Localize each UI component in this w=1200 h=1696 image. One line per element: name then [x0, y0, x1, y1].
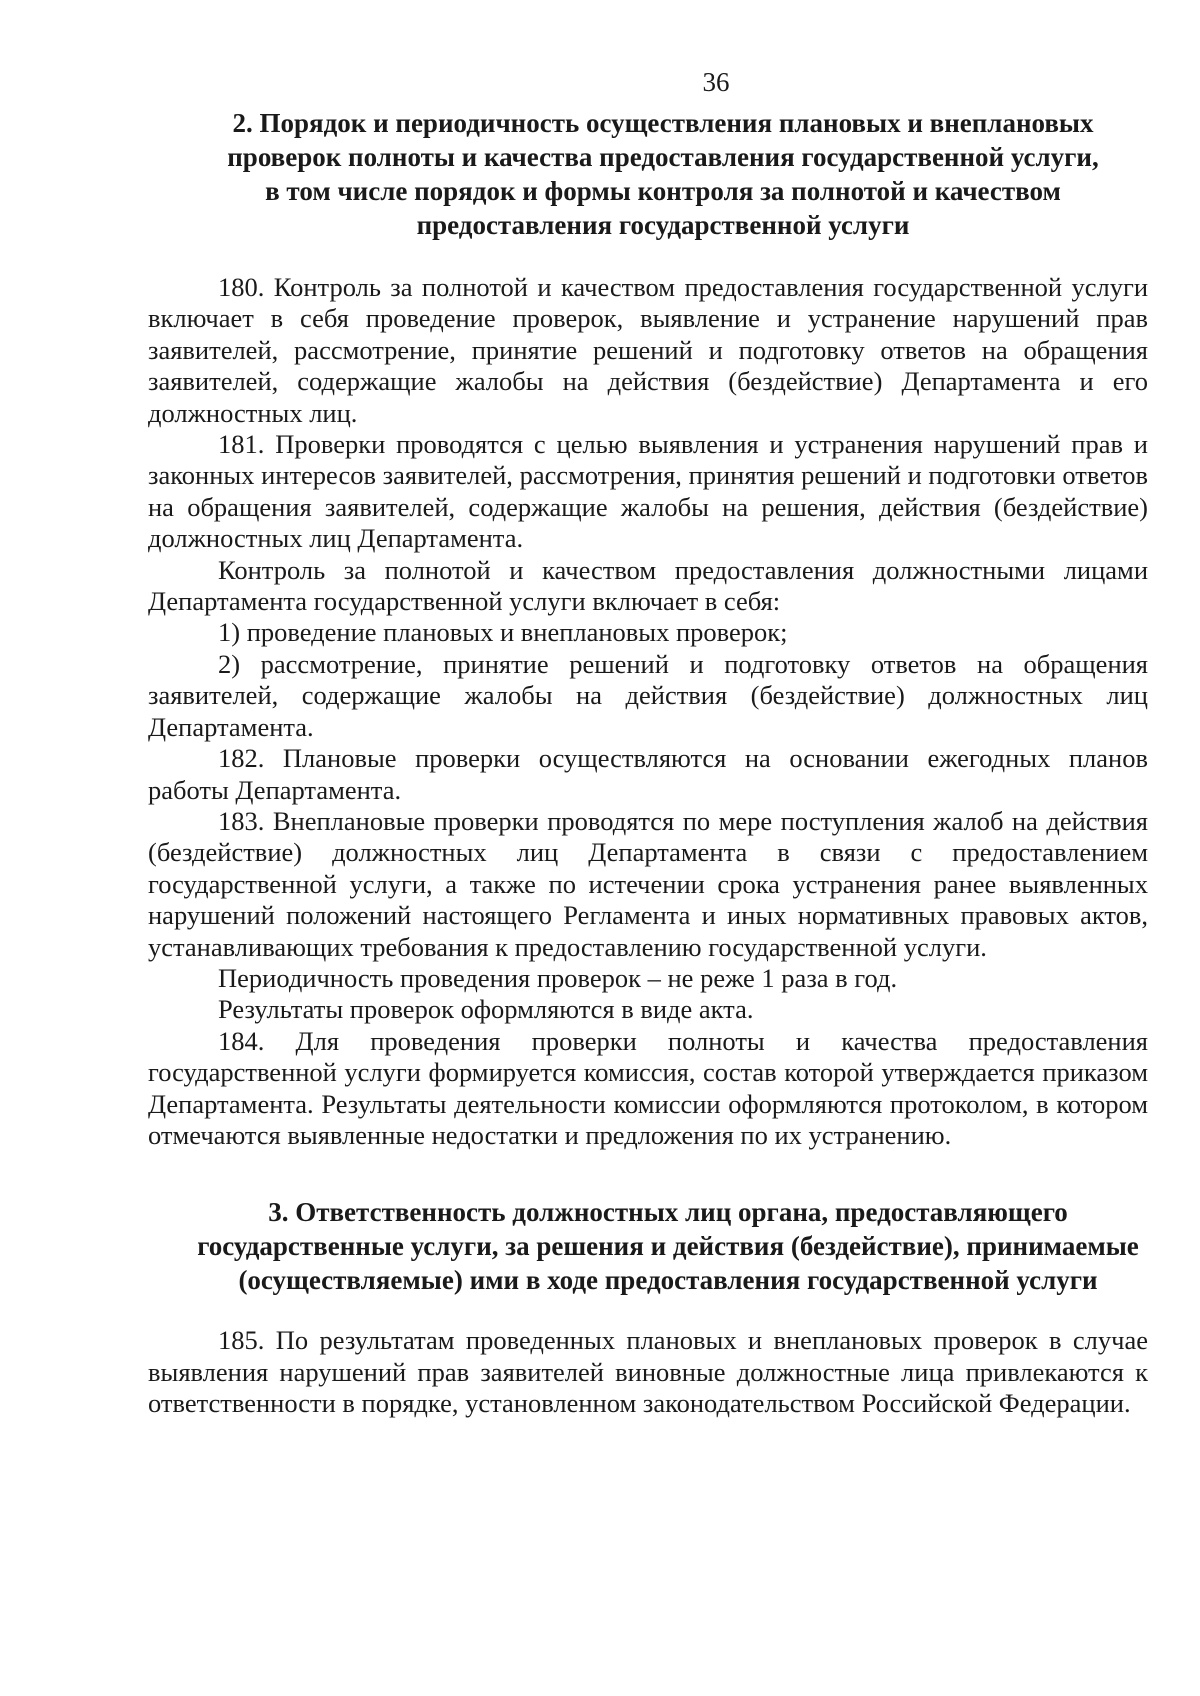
section-3-heading-line: государственные услуги, за решения и действия (бездействие), принимаемые	[197, 1231, 1139, 1262]
section-2-heading	[148, 106, 1148, 242]
section-2-heading-line: проверок полноты и качества предоставления государственной услуги,	[227, 142, 1099, 172]
section-2-heading-line: в том числе порядок и формы контроля за полнотой и качеством	[265, 176, 1061, 206]
list-item-2: 2) рассмотрение, принятие решений и подготовку ответов на обращения заявителей, содержащие жалобы на действия (бездействие) должностных лиц Департамента.	[148, 648, 1148, 742]
paragraph-181: 181. Проверки проводятся с целью выявления и устранения нарушений прав и законных интересов заявителей, рассмотрения, принятия решений и подготовки ответов на обращения заявителей, содержащие жалобы на решения, действия (бездействие) должностных лиц Департамента.	[148, 429, 1148, 554]
section-2-body	[148, 272, 1148, 1151]
list-item-1: 1) проведение плановых и внеплановых проверок;	[218, 617, 788, 648]
page-number: 36	[702, 67, 730, 97]
section-3-heading	[148, 1195, 1148, 1297]
document-page	[148, 66, 1148, 1420]
paragraph-184: 184. Для проведения проверки полноты и качества предоставления государственной услуги формируется комиссия, состав которой утверждается приказом Департамента. Результаты деятельности комиссии оформляются протоколом, в котором отмечаются выявленные недостатки и предложения по их устранению.	[148, 1025, 1148, 1150]
section-3-heading-line: (осуществляемые) ими в ходе предоставления государственной услуги	[238, 1265, 1098, 1296]
paragraph-182: 182. Плановые проверки осуществляются на основании ежегодных планов работы Департамента.	[148, 743, 1148, 805]
paragraph-180: 180. Контроль за полнотой и качеством предоставления государственной услуги включает в себя проведение проверок, выявление и устранение нарушений прав заявителей, рассмотрение, принятие решений и подготовку ответов на обращения заявителей, содержащие жалобы на действия (бездействие) Департамента и его должностных лиц.	[148, 272, 1148, 428]
section-2-heading-line: 2. Порядок и периодичность осуществления плановых и внеплановых	[232, 108, 1094, 138]
paragraph-periodicity: Периодичность проведения проверок – не реже 1 раза в год.	[218, 962, 898, 993]
section-2-heading-line: предоставления государственной услуги	[416, 210, 910, 240]
paragraph-control-intro: Контроль за полнотой и качеством предоставления должностными лицами Департамента государственной услуги включает в себя:	[148, 554, 1148, 617]
section-3-body	[148, 1325, 1148, 1419]
paragraph-185: 185. По результатам проведенных плановых и внеплановых проверок в случае выявления нарушений прав заявителей виновные должностные лица привлекаются к ответственности в порядке, установленном законодательством Российской Федерации.	[148, 1325, 1148, 1419]
paragraph-results: Результаты проверок оформляются в виде акта.	[218, 994, 754, 1025]
paragraph-183: 183. Внеплановые проверки проводятся по мере поступления жалоб на действия (бездействие) должностных лиц Департамента в связи с предоставлением государственной услуги, а также по истечении срока устранения ранее выявленных нарушений положений настоящего Регламента и иных нормативных правовых актов, устанавливающих требования к предоставлению государственной услуги.	[148, 805, 1148, 962]
section-3-heading-line: 3. Ответственность должностных лиц органа, предоставляющего	[268, 1197, 1068, 1228]
